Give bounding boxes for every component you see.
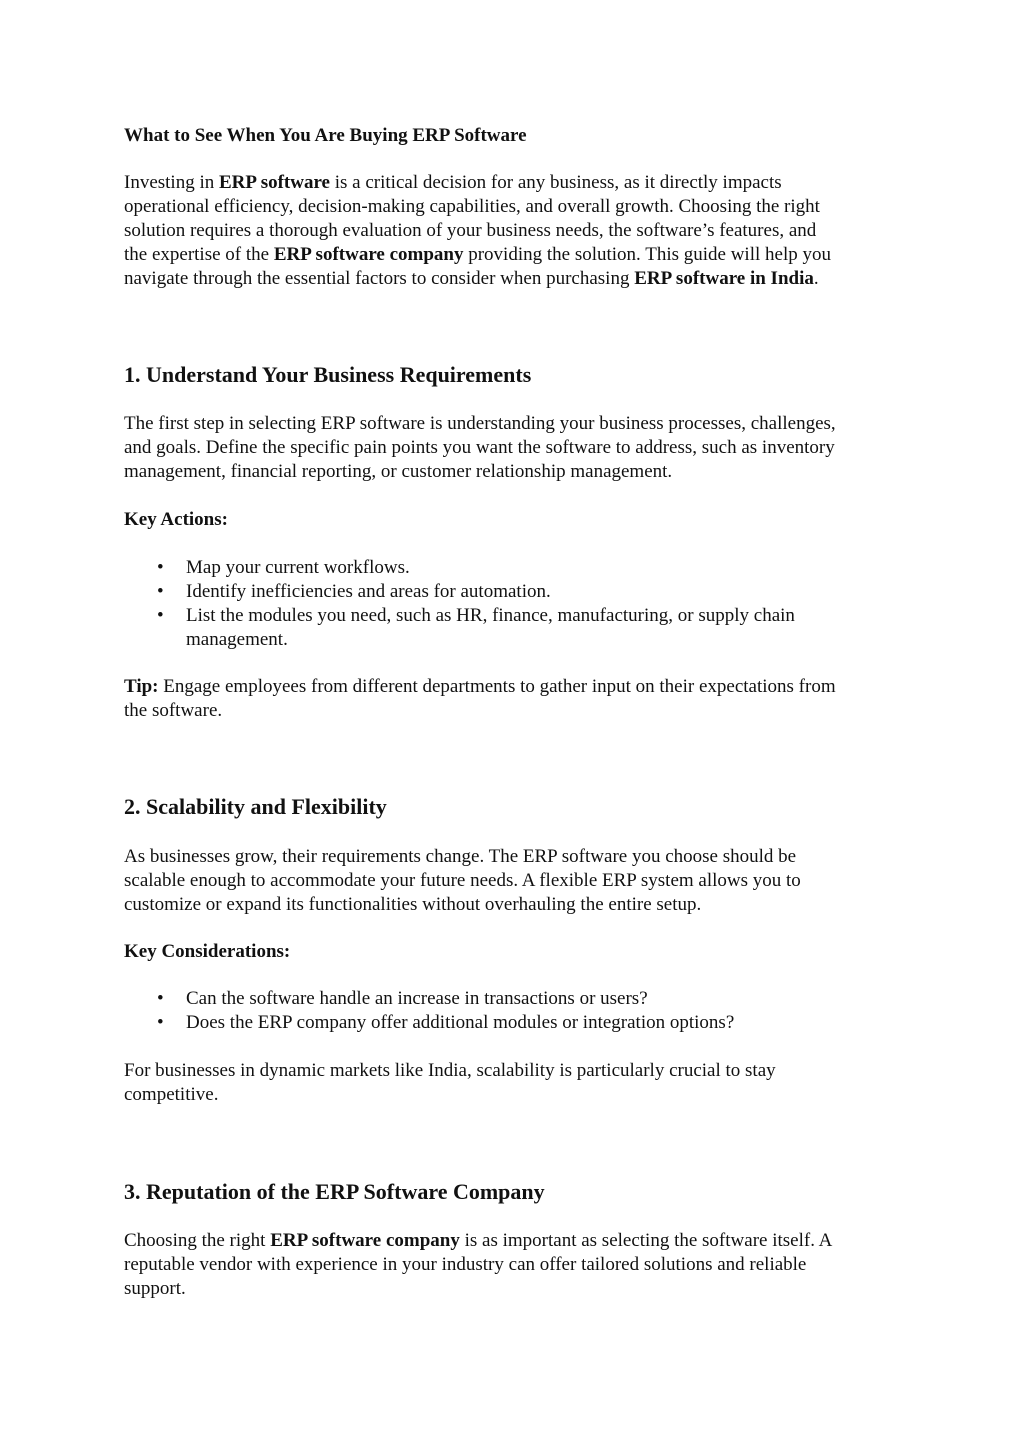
list-item: Map your current workflows.: [186, 557, 410, 578]
section-2-closing-line: For businesses in dynamic markets like India, scalability is particularly crucial to stay: [124, 1060, 776, 1081]
intro-text: navigate through the essential factors to consider when purchasing: [124, 268, 635, 289]
intro-bold-term: ERP software company: [273, 244, 464, 265]
section-3-bold-term: ERP software company: [270, 1230, 460, 1251]
list-item: Identify inefficiencies and areas for automation.: [186, 581, 551, 602]
intro-text: providing the solution. This guide will help you: [463, 244, 831, 265]
intro-line-3: solution requires a thorough evaluation of your business needs, the software’s features, and: [124, 220, 817, 241]
section-3-heading: 3. Reputation of the ERP Software Company: [124, 1179, 545, 1204]
section-1-heading: 1. Understand Your Business Requirements: [124, 362, 532, 387]
intro-line-2: operational efficiency, decision-making capabilities, and overall growth. Choosing the right: [124, 196, 820, 217]
section-2-paragraph-line: scalable enough to accommodate your future needs. A flexible ERP system allows you to: [124, 870, 801, 891]
tip-label: Tip:: [124, 676, 159, 697]
bullet-dot: •: [157, 1012, 164, 1033]
key-considerations-label: Key Considerations:: [124, 941, 291, 962]
section-2-closing-line: competitive.: [124, 1084, 219, 1105]
list-item: Does the ERP company offer additional modules or integration options?: [186, 1012, 735, 1033]
section-3-line-3: support.: [124, 1278, 186, 1299]
section-3-line-2: reputable vendor with experience in your industry can offer tailored solutions and reliable: [124, 1254, 807, 1275]
intro-line-5: [124, 267, 819, 291]
bullet-dot: •: [157, 557, 164, 578]
bullet-dot: •: [157, 988, 164, 1009]
section-2-paragraph-line: As businesses grow, their requirements change. The ERP software you choose should be: [124, 846, 797, 867]
tip-line-1: [124, 675, 836, 699]
section-1-paragraph-line: management, financial reporting, or customer relationship management.: [124, 461, 673, 482]
intro-line-1: [124, 171, 782, 195]
list-item-continuation: management.: [186, 629, 288, 650]
list-item: Can the software handle an increase in transactions or users?: [186, 988, 648, 1009]
section-2-heading: 2. Scalability and Flexibility: [124, 794, 387, 819]
list-item: List the modules you need, such as HR, finance, manufacturing, or supply chain: [186, 605, 795, 626]
section-3-text: is as important as selecting the software itself. A: [459, 1230, 833, 1251]
tip-text: Engage employees from different departments to gather input on their expectations from: [158, 676, 836, 697]
bullet-dot: •: [157, 581, 164, 602]
intro-line-4: [124, 243, 831, 267]
document-title: What to See When You Are Buying ERP Software: [124, 125, 527, 146]
key-actions-label: Key Actions:: [124, 509, 228, 530]
section-3-line-1: [124, 1229, 832, 1253]
bullet-dot: •: [157, 605, 164, 626]
tip-line-2: the software.: [124, 700, 223, 721]
intro-text: Investing in: [124, 172, 219, 193]
intro-bold-term: ERP software: [219, 172, 330, 193]
section-3-text: Choosing the right: [124, 1230, 271, 1251]
section-1-paragraph-line: and goals. Define the specific pain points you want the software to address, such as inventory: [124, 437, 835, 458]
intro-bold-term: ERP software in India: [634, 268, 814, 289]
section-2-paragraph-line: customize or expand its functionalities without overhauling the entire setup.: [124, 894, 702, 915]
intro-text: the expertise of the: [124, 244, 274, 265]
intro-text: .: [813, 268, 819, 289]
section-1-paragraph-line: The first step in selecting ERP software is understanding your business processes, challenges,: [124, 413, 836, 434]
intro-text: is a critical decision for any business, as it directly impacts: [330, 172, 782, 193]
